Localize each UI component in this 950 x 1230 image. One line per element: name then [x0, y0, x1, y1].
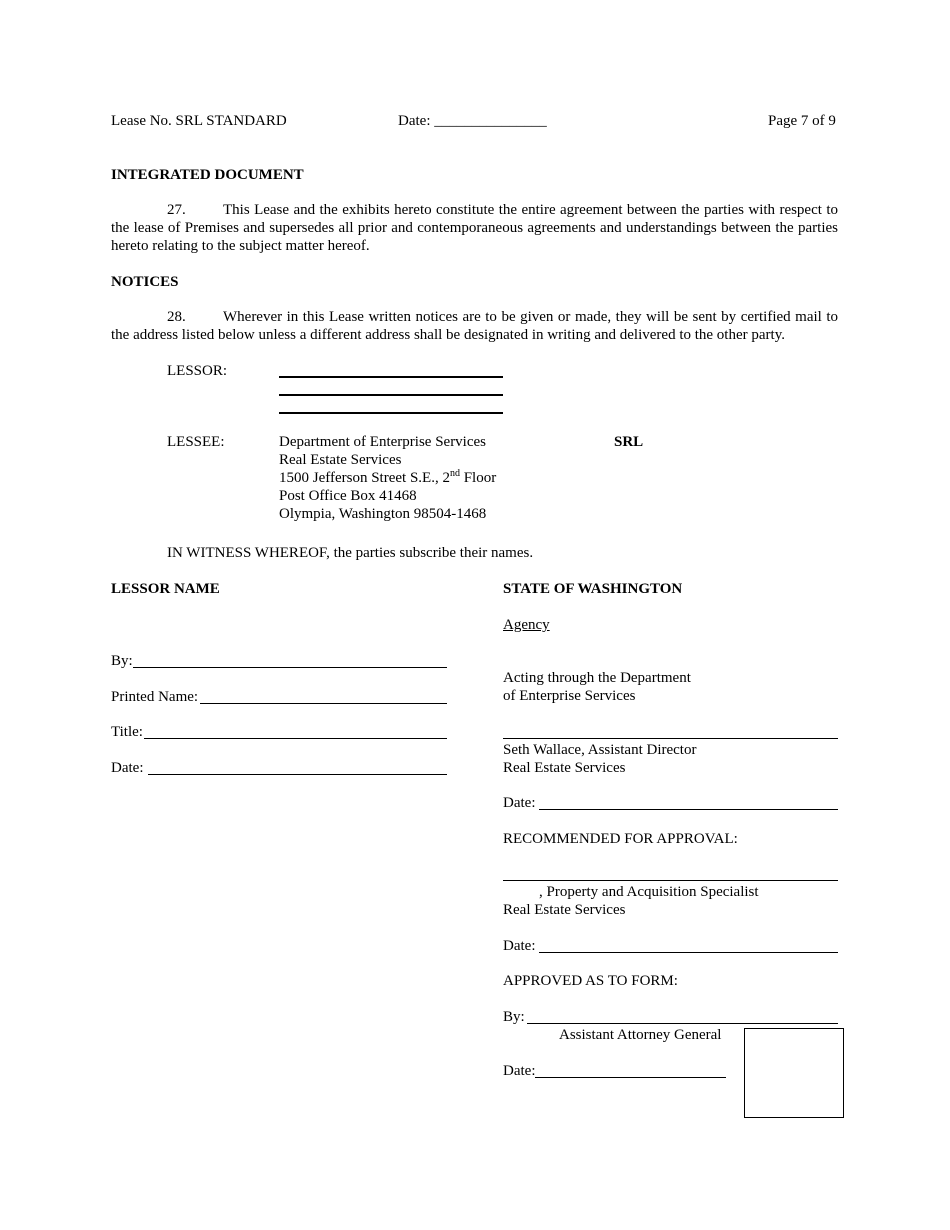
aag-title: Assistant Attorney General — [559, 1027, 722, 1043]
lessee-address-3 — [279, 469, 496, 487]
lessee-code: SRL — [614, 434, 644, 450]
specialist-signature-field[interactable] — [503, 880, 838, 881]
lessor-address-line-2[interactable] — [279, 394, 503, 396]
lessor-title-field[interactable] — [144, 738, 447, 739]
lessee-floor: Floor — [459, 470, 497, 486]
lessor-name-heading: LESSOR NAME — [111, 581, 220, 597]
director-date-field[interactable] — [539, 809, 838, 810]
recommended-heading: RECOMMENDED FOR APPROVAL: — [503, 831, 738, 847]
lessee-address-1: Department of Enterprise Services — [279, 434, 487, 450]
lessee-address-2: Real Estate Services — [279, 452, 402, 468]
director-signature-field[interactable] — [503, 738, 838, 739]
notices-heading: NOTICES — [111, 274, 179, 290]
header-date: Date: _______________ — [398, 113, 547, 129]
specialist-date-label: Date: — [503, 938, 536, 954]
aag-date-field[interactable] — [535, 1077, 726, 1078]
page-number: Page 7 of 9 — [768, 113, 836, 129]
approval-stamp-box — [744, 1028, 844, 1118]
lessor-by-label: By: — [111, 653, 133, 669]
lessor-label: LESSOR: — [167, 363, 228, 379]
lessee-address-5: Olympia, Washington 98504-1468 — [279, 506, 487, 522]
lessor-printed-name-label: Printed Name: — [111, 689, 199, 705]
approved-heading: APPROVED AS TO FORM: — [503, 973, 678, 989]
lessee-label: LESSEE: — [167, 434, 225, 450]
lessor-printed-name-field[interactable] — [200, 703, 447, 704]
lessee-street: 1500 Jefferson Street S.E., 2 — [279, 470, 450, 486]
lessee-floor-ordinal: nd — [449, 468, 460, 479]
paragraph-27-text: This Lease and the exhibits hereto constitute the entire agreement between the parties with respect to the lease of Premises and supersedes all prior and contemporaneous agreements and understandings between the parties hereto relating to the subject matter hereof. — [111, 202, 838, 254]
lessor-address-line-3[interactable] — [279, 412, 503, 414]
paragraph-28 — [111, 308, 838, 344]
lessor-title-label: Title: — [111, 724, 143, 740]
aag-date-label: Date: — [503, 1063, 536, 1079]
director-date-label: Date: — [503, 795, 536, 811]
aag-signature-field[interactable] — [527, 1023, 838, 1024]
integrated-heading: INTEGRATED DOCUMENT — [111, 167, 304, 183]
lessor-date-field[interactable] — [148, 774, 447, 775]
specialist-department: Real Estate Services — [503, 902, 626, 918]
acting-through-line-2: of Enterprise Services — [503, 688, 636, 704]
witness-statement: IN WITNESS WHEREOF, the parties subscribe their names. — [167, 545, 534, 561]
specialist-title: , Property and Acquisition Specialist — [539, 884, 759, 900]
paragraph-27-number: 27. — [167, 202, 186, 218]
state-heading: STATE OF WASHINGTON — [503, 581, 683, 597]
director-department: Real Estate Services — [503, 760, 626, 776]
lease-number: Lease No. SRL STANDARD — [111, 113, 287, 129]
lessee-address-4: Post Office Box 41468 — [279, 488, 417, 504]
agency-label: Agency — [503, 617, 550, 633]
aag-by-label: By: — [503, 1009, 525, 1025]
paragraph-27 — [111, 201, 838, 255]
lessor-date-label: Date: — [111, 760, 144, 776]
lessor-by-field[interactable] — [133, 667, 447, 668]
director-name: Seth Wallace, Assistant Director — [503, 742, 697, 758]
lessor-address-line-1[interactable] — [279, 376, 503, 378]
paragraph-28-number: 28. — [167, 309, 186, 325]
paragraph-28-text: Wherever in this Lease written notices are to be given or made, they will be sent by certified mail to the address listed below unless a different address shall be designated in writing and delivered to the other party. — [111, 309, 838, 343]
specialist-date-field[interactable] — [539, 952, 838, 953]
acting-through-line-1: Acting through the Department — [503, 670, 691, 686]
